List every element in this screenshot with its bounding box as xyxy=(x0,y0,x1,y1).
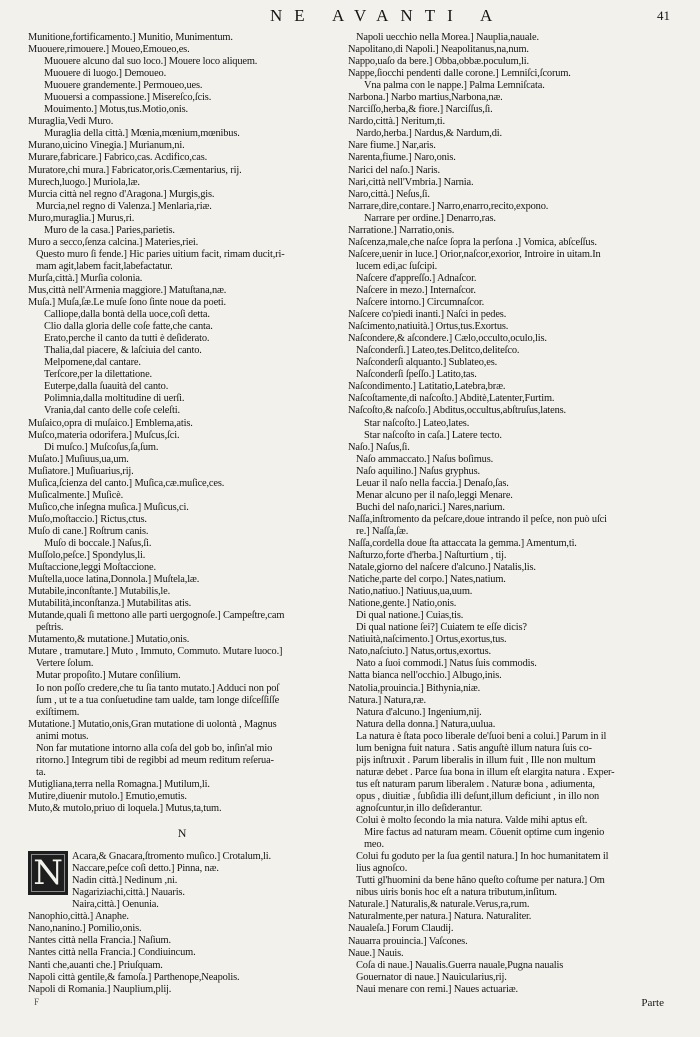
entry-line: animi motus. xyxy=(36,730,89,742)
entry-line: Vrania,dal canto delle coſe celeſti. xyxy=(44,405,180,417)
entry-line: Naui menare con remi.] Naues actuariæ. xyxy=(356,983,518,995)
entry-line: Naue.] Nauis. xyxy=(348,947,404,959)
entry-line: Narici del naſo.] Naris. xyxy=(348,164,440,176)
entry-line: Mutigliana,terra nella Romagna.] Mutilum,li. xyxy=(28,778,210,790)
entry-line: Muſa.] Muſa,ſæ.Le muſe ſono ſinte noue da poeti. xyxy=(28,297,226,309)
entry-line: ritorno.] Integrum tibi de regibbi ad meum reditum reſerua- xyxy=(36,754,274,766)
entry-line: Murſa,città.] Murſia colonia. xyxy=(28,272,143,284)
entry-line: Naſcere d'appreſſo.] Adnaſcor. xyxy=(356,272,477,284)
running-title: NE AVANTI A xyxy=(270,6,505,25)
entry-line: Naſcere,uenir in luce.] Orior,naſcor,exorior, Introire in uitam.In xyxy=(348,248,601,260)
entry-line: Questo muro ſi fende.] Hic paries uitium facit, rimam ducit,ri- xyxy=(36,248,285,260)
entry-line: Nato a ſuoi commodi.] Natus ſuis commodis. xyxy=(356,658,537,670)
entry-line: Napoli uecchio nella Morea.] Nauplia,nauale. xyxy=(356,32,539,43)
entry-line: Io non poſſo credere,che tu ſia tanto mutato.] Adduci non poſ xyxy=(36,682,280,694)
entry-line: pijs inſtruxit . Parum liberalis in illum fuit , Ille non multum xyxy=(356,754,596,766)
entry-line: Mutire,diuenir mutolo.] Emutio,emutis. xyxy=(28,790,187,802)
entry-line: peſtris. xyxy=(36,622,64,634)
entry-line: Munitione,fortificamento.] Munitio, Munimentum. xyxy=(28,32,233,43)
entry-line: Naſo aquilino.] Naſus gryphus. xyxy=(356,465,480,477)
entry-line: Naſturzo,forte d'herba.] Naſturtium , tij. xyxy=(348,550,507,562)
entry-line: Natale,giorno del naſcere d'alcuno.] Natalis,lis. xyxy=(348,562,536,574)
entry-line: Euterpe,dalla ſuauità del canto. xyxy=(44,381,169,393)
entry-line: Melpomene,dal cantare. xyxy=(44,357,141,369)
section-letter: N xyxy=(177,826,187,841)
entry-line: Mouimento.] Motus,tus.Motio,onis. xyxy=(44,104,188,116)
entry-line: Muſato.] Muſiuus,ua,um. xyxy=(28,453,129,465)
entry-line: Muouere alcuno dal suo loco.] Mouere loco aliquem. xyxy=(44,56,258,68)
entry-line: Muſtella,uoce latina,Donnola.] Muſtela,læ. xyxy=(28,574,200,586)
entry-line: Nanti che,auanti che.] Priuſquam. xyxy=(28,959,163,971)
entry-line: Muſaico,opra di muſaico.] Emblema,atis. xyxy=(28,417,193,429)
entry-line: Naſconderſi.] Lateo,tes.Delitco,deliteſco. xyxy=(356,345,520,357)
entry-line: Napolitano,di Napoli.] Neapolitanus,na,num. xyxy=(348,44,529,56)
entry-line: agnoſcuntur,in illo deſiderantur. xyxy=(356,803,483,814)
entry-line: Mutare , tramutare.] Muto , Immuto, Commuto. Mutare luoco.] xyxy=(28,646,283,658)
entry-line: Naſcenza,male,che naſce ſopra la perſona .] Vomica, abſceſſus. xyxy=(348,236,597,248)
entry-line: Nantes città nella Francia.] Condiuincum. xyxy=(28,947,196,959)
entry-line: Colui fu goduto per la ſua gentil natura.] In hoc humanitatem il xyxy=(356,851,609,863)
entry-line: Naſcere intorno.] Circumnaſcor. xyxy=(356,297,485,309)
entry-line: Natta bianca nell'occhio.] Albugo,inis. xyxy=(348,670,502,682)
entry-line: Muouere,rimouere.] Moueo,Emoueo,es. xyxy=(28,44,190,56)
entry-line: Naſconderſi ſpeſſo.] Latito,tas. xyxy=(356,369,477,381)
entry-line: Naira,città.] Oenunia. xyxy=(72,899,159,911)
entry-line: Muſo di cane.] Roſtrum canis. xyxy=(28,525,149,537)
entry-line: Di qual natione ſei?] Cuiatem te eſſe dicis? xyxy=(356,622,527,634)
entry-line: Natura d'alcuno.] Ingenium,nij. xyxy=(356,706,482,718)
page-number: 41 xyxy=(657,8,670,23)
entry-line: Terſcore,per la dilettatione. xyxy=(44,369,153,381)
entry-line: Nardo,città.] Neritum,ti. xyxy=(348,116,445,128)
entry-line: Muraglia,Vedi Muro. xyxy=(28,116,114,128)
entry-line: Star naſcoſto.] Lateo,lates. xyxy=(364,417,470,429)
entry-line: Natione,gente.] Natio,onis. xyxy=(348,598,457,610)
entry-line: ta. xyxy=(36,766,46,778)
entry-line: Murcia città nel regno d'Aragona.] Murgis,gis. xyxy=(28,188,215,200)
entry-line: Thalia,dal piacere, & laſciuia del canto. xyxy=(44,345,202,357)
entry-line: Acara,& Gnacara,ſtromento muſico.] Crotalum,li. xyxy=(72,851,271,863)
entry-line: Mutatione.] Mutatio,onis,Gran mutatione di uolontà , Magnus xyxy=(28,718,277,730)
left-column xyxy=(28,32,336,996)
entry-line: Natolia,prouincia.] Bithynia,niæ. xyxy=(348,682,481,694)
entry-line: Muouere di luogo.] Demoueo. xyxy=(44,68,167,80)
entry-line: Naro,città.] Neſus,ſi. xyxy=(348,188,430,200)
entry-line: Nauarra prouincia.] Vaſcones. xyxy=(348,935,468,947)
entry-line: mam agit,labem facit,labefactatur. xyxy=(36,260,173,272)
entry-line: Naſo ammaccato.] Naſus boſimus. xyxy=(356,453,494,465)
entry-line: Polimnia,dalla moltitudine di uerſi. xyxy=(44,393,185,405)
entry-line: Naualeſa.] Forum Claudij. xyxy=(348,923,454,935)
entry-line: lius agnoſco. xyxy=(356,863,408,875)
entry-line: Calliope,dalla bontà della uoce,coſi detta. xyxy=(44,309,210,321)
entry-line: Muto,& mutolo,priuo di loquela.] Mutus,ta,tum. xyxy=(28,803,222,814)
entry-line: Nadin città.] Nedinum ,ni. xyxy=(72,875,178,887)
entry-line: Narrare per ordine.] Denarro,ras. xyxy=(364,212,496,224)
entry-line: Muſtaccione,leggi Moſtaccione. xyxy=(28,562,156,574)
initial-block xyxy=(28,851,336,911)
entry-line: meo. xyxy=(364,839,384,851)
entry-line: nibus uiris bonis hoc eſt a natura tributum,inſitum. xyxy=(356,887,557,899)
entry-line: Muſica,ſcienza del canto.] Muſica,cæ.muſice,ces. xyxy=(28,477,225,489)
entry-line: Naturale.] Naturalis,& naturale.Verus,ra,rum. xyxy=(348,899,530,911)
entry-line: Coſa di naue.] Naualis.Guerra nauale,Pugna naualis xyxy=(356,959,564,971)
entry-line: opus , diuitiæ , ſubſidia illi deſunt,illum deficiunt , in illo non xyxy=(356,790,600,802)
entry-line: Narbona.] Narbo martius,Narbona,næ. xyxy=(348,92,503,104)
entry-line: Clio dalla gloria delle coſe fatte,che canta. xyxy=(44,321,213,333)
entry-line: Naſcoſto,& naſcoſo.] Abditus,occultus,abſtruſus,latens. xyxy=(348,405,566,417)
entry-line: Murare,fabricare.] Fabrico,cas. Acdifico,cas. xyxy=(28,152,208,164)
entry-line: Vertere ſolum. xyxy=(36,658,94,670)
entry-line: Murech,luogo.] Muriola,læ. xyxy=(28,176,140,188)
entry-line: Naſcondere,& aſcondere.] Cælo,occulto,oculo,lis. xyxy=(348,333,547,345)
entry-line: Non far mutatione intorno alla coſa del gob bo, inſin'al mio xyxy=(36,742,273,754)
entry-line: Muouere grandemente.] Permoueo,ues. xyxy=(44,80,203,92)
entry-line: Nanophio,città.] Anaphe. xyxy=(28,911,129,923)
entry-line: Nano,nanino.] Pomilio,onis. xyxy=(28,923,142,935)
entry-line: Narratione.] Narratio,onis. xyxy=(348,224,455,236)
entry-line: Muro,muraglia.] Murus,ri. xyxy=(28,212,135,224)
entry-line: Tutti gl'huomini da bene hãno queſto coſtume per natura.] Om xyxy=(356,875,605,887)
entry-line: exiſtimem. xyxy=(36,706,80,718)
entry-line: Naccare,peſce coſi detto.] Pinna, næ. xyxy=(72,863,219,875)
entry-line: Muouersi a compassione.] Misereſco,ſcis. xyxy=(44,92,212,104)
entry-line: Muſo di boccale.] Naſus,ſi. xyxy=(44,537,152,549)
entry-line: Erato,perche il canto da tutti è deſiderato. xyxy=(44,333,210,345)
entry-line: Mutar propoſito.] Mutare conſilium. xyxy=(36,670,181,682)
entry-line: Leuar il naſo nella faccia.] Denaſo,ſas. xyxy=(356,477,509,489)
running-head xyxy=(0,6,700,28)
entry-line: Muro de la casa.] Paries,parietis. xyxy=(44,224,175,236)
entry-line: Mutabilità,inconſtanza.] Mutabilitas atis. xyxy=(28,598,192,610)
entry-line: Menar alcuno per il naſo,leggi Menare. xyxy=(356,489,513,501)
entry-line: Natura.] Natura,ræ. xyxy=(348,694,426,706)
entry-line: Naſcoſtamente,di naſcoſto.] Abditè,Latenter,Furtim. xyxy=(348,393,555,405)
entry-line: Napoli di Romania.] Nauplium,plij. xyxy=(28,983,172,995)
catchword: Parte xyxy=(641,997,664,1009)
right-column xyxy=(348,32,678,996)
entry-line: lucem edi,ac ſuſcipi. xyxy=(356,260,438,272)
entry-line: Mutande,quali ſi mettono alle parti uergognoſe.] Campeſtre,cam xyxy=(28,610,285,622)
entry-line: Nappe,ſiocchi pendenti dalle corone.] Lemniſci,ſcorum. xyxy=(348,68,571,80)
entry-line: ſum , ut te a tua conſuetudine tam ualde, tam longe diſceſſiſſe xyxy=(36,694,280,706)
entry-line: Naſcondimento.] Latitatio,Latebra,bræ. xyxy=(348,381,506,393)
entry-line: Naturalmente,per natura.] Natura. Naturaliter. xyxy=(348,911,532,923)
entry-line: Natiuità,naſcimento.] Ortus,exortus,tus. xyxy=(348,634,507,646)
entry-line: Mire factus ad naturam meam. Cõuenit optime cum ingenio xyxy=(364,827,605,839)
entry-line: lum benigna fuit natura . Satis anguſtè illum natura ſuis co- xyxy=(356,742,592,754)
entry-line: Star naſcoſto in caſa.] Latere tecto. xyxy=(364,429,502,441)
entry-line: Narrare,dire,contare.] Narro,enarro,recito,expono. xyxy=(348,200,549,212)
entry-line: Mus,città nell'Armenia maggiore.] Matuſtana,næ. xyxy=(28,284,227,296)
entry-line: Vna palma con le nappe.] Palma Lemniſcata. xyxy=(364,80,545,92)
entry-line: Muratore,chi mura.] Fabricator,oris.Cæmentarius, rij. xyxy=(28,164,242,176)
entry-line: Naſſa,inſtromento da peſcare,doue intrando il peſce, non può uſci xyxy=(348,513,607,525)
entry-line: Naſſa,cordella doue ſta attaccata la gemma.] Amentum,ti. xyxy=(348,537,577,549)
entry-line: Muſicalmente.] Muſicè. xyxy=(28,489,124,501)
entry-line: Narenta,fiume.] Naro,onis. xyxy=(348,152,456,164)
entry-line: La natura è ſtata poco liberale de'ſuoi beni a colui.] Parum in il xyxy=(356,730,607,742)
entry-line: Muſiatore.] Muſiuarius,rij. xyxy=(28,465,134,477)
entry-line: Natio,natiuo.] Natiuus,ua,uum. xyxy=(348,586,473,598)
entry-line: Nantes città nella Francia.] Naſium. xyxy=(28,935,171,947)
entry-line: Nari,città nell'Vmbria.] Narnia. xyxy=(348,176,474,188)
entry-line: Nato,naſciuto.] Natus,ortus,exortus. xyxy=(348,646,491,658)
entry-line: Mutabile,inconſtante.] Mutabilis,le. xyxy=(28,586,171,598)
entry-line: Di muſco.] Muſcoſus,ſa,ſum. xyxy=(44,441,159,453)
entry-line: Naſcere co'piedi inanti.] Naſci in pedes. xyxy=(348,309,507,321)
entry-line: Nare fiume.] Nar,aris. xyxy=(348,140,436,152)
drop-cap-initial: N xyxy=(28,851,68,895)
entry-line: Muro a secco,ſenza calcina.] Materies,riei. xyxy=(28,236,199,248)
entry-line: Muraglia della città.] Mœnia,mœnium,mœnibus. xyxy=(44,128,240,140)
entry-line: Mutamento,& mutatione.] Mutatio,onis. xyxy=(28,634,190,646)
entry-line: Naſcere in mezo.] Internaſcor. xyxy=(356,284,476,296)
entry-line: tus eſt naturam parum liberalem . Naturæ bona , adiumenta, xyxy=(356,778,595,790)
entry-line: Muſſolo,peſce.] Spondylus,li. xyxy=(28,550,146,562)
entry-line: Naſcimento,natiuità.] Ortus,tus.Exortus. xyxy=(348,321,509,333)
entry-line: Natiche,parte del corpo.] Nates,natium. xyxy=(348,574,506,586)
entry-line: Di qual natione.] Cuias,tis. xyxy=(356,610,464,622)
entry-line: Colui è molto ſecondo la mia natura. Valde mihi aptus eſt. xyxy=(356,815,588,827)
entry-line: re.] Naſſa,ſæ. xyxy=(356,525,409,537)
signature-mark: F xyxy=(34,997,40,1007)
entry-line: Naſo.] Naſus,ſi. xyxy=(348,441,410,453)
entry-line: Naſconderſi alquanto.] Sublateo,es. xyxy=(356,357,498,369)
entry-line: Nagariziachi,città.] Nauaris. xyxy=(72,887,185,899)
entry-line: Napoli città gentile,& famoſa.] Parthenope,Neapolis. xyxy=(28,971,240,983)
entry-line: Gouernator di naue.] Nauicularius,rij. xyxy=(356,971,507,983)
entry-line: Muſco,materia odorifera.] Muſcus,ſci. xyxy=(28,429,180,441)
entry-line: Murcia,nel regno di Valenza.] Menlaria,riæ. xyxy=(36,200,212,212)
entry-line: naturæ debet . Parce ſua bona in illum eſt elargita natura . Exper- xyxy=(356,766,615,778)
entry-line: Nappo,uaſo da bere.] Obba,obbæ.poculum,li. xyxy=(348,56,529,68)
entry-line: Murano,uicino Vinegia.] Murianum,ni. xyxy=(28,140,185,152)
entry-line: Muſo,moſtaccio.] Rictus,ctus. xyxy=(28,513,147,525)
entry-line: Nardo,herba.] Nardus,& Nardum,di. xyxy=(356,128,502,140)
entry-line: Buchi del naſo,narici.] Nares,narium. xyxy=(356,501,505,513)
entry-line: Narciſſo,herba,& fiore.] Narciſſus,ſi. xyxy=(348,104,493,116)
entry-line: Natura della donna.] Natura,uulua. xyxy=(356,718,496,730)
entry-line: Muſico,che inſegna muſica.] Muſicus,ci. xyxy=(28,501,189,513)
